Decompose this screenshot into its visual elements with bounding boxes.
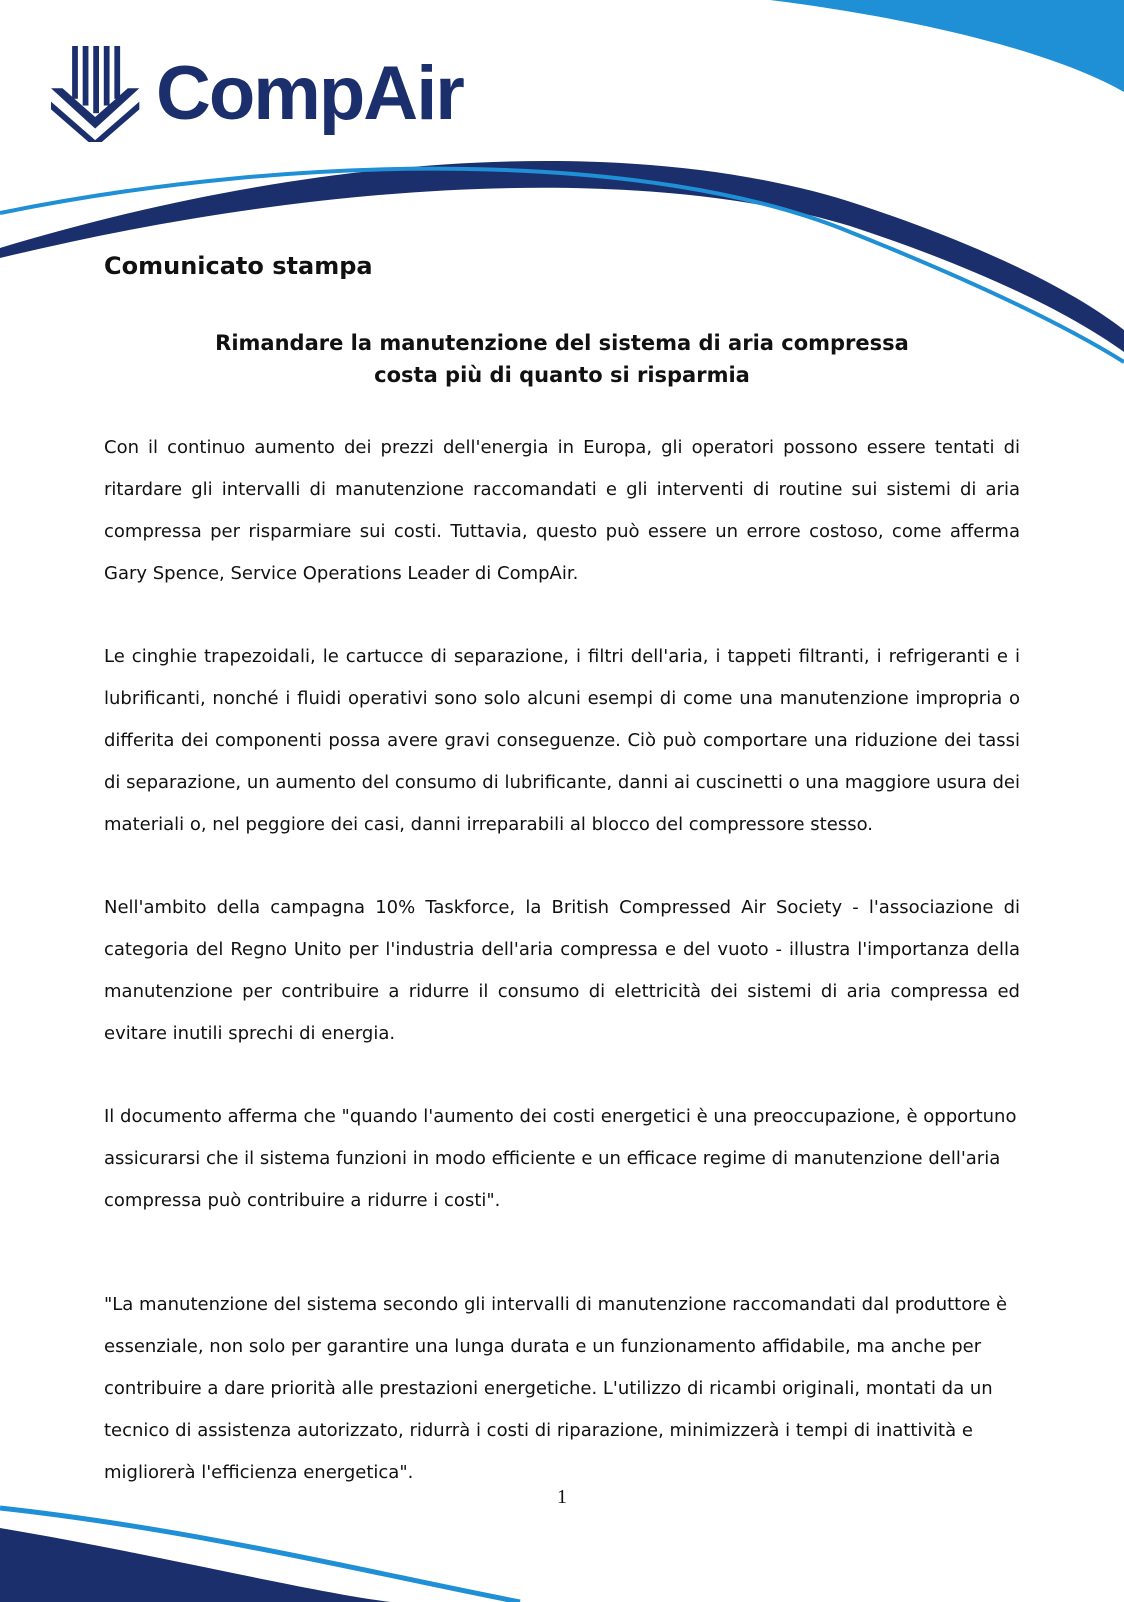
body-paragraph-1: Con il continuo aumento dei prezzi dell'energia in Europa, gli operatori possono essere tentati di ritardare gli intervalli di manutenzione raccomandati e gli interventi di routine sui sistemi di aria compressa per risparmiare sui costi. Tuttavia, questo può essere un errore costoso, come afferma Gary Spence, Service Operations Leader di CompAir. (104, 437, 1020, 584)
press-release-label: Comunicato stampa (104, 252, 373, 280)
body-paragraph-2: Le cinghie trapezoidali, le cartucce di separazione, i filtri dell'aria, i tappeti filtranti, i refrigeranti e i lubrificanti, nonché i fluidi operativi sono solo alcuni esempi di come una manutenzione impropria o differita dei componenti possa avere gravi conseguenze. Ciò può comportare una riduzione dei tassi di separazione, un aumento del consumo di lubrificante, danni ai cuscinetti o una maggiore usura dei materiali o, nel peggiore dei casi, danni irreparabili al blocco del compressore stesso. (104, 646, 1020, 835)
compair-stripes-icon (50, 46, 148, 142)
body-paragraph-4: Il documento afferma che "quando l'aumento dei costi energetici è una preoccupazione, è opportuno assicurarsi che il sistema funzioni in modo efficiente e un efficace regime di manutenzione dell'aria compressa può contribuire a ridurre i costi". (104, 1106, 1017, 1211)
compair-logo (50, 46, 463, 142)
body-paragraph-3: Nell'ambito della campagna 10% Taskforce, la British Compressed Air Society - l'associazione di categoria del Regno Unito per l'industria dell'aria compressa e del vuoto - illustra l'importanza della manutenzione per contribuire a ridurre il consumo di elettricità dei sistemi di aria compressa ed evitare inutili sprechi di energia. (104, 897, 1020, 1044)
headline-line-2: costa più di quanto si risparmia (374, 363, 750, 387)
page-number: 1 (557, 1486, 567, 1508)
body-paragraph-5: "La manutenzione del sistema secondo gli intervalli di manutenzione raccomandati dal produttore è essenziale, non solo per garantire una lunga durata e un funzionamento affidabile, ma anche per contribuire a dare priorità alle prestazioni energetiche. L'utilizzo di ricambi originali, montati da un tecnico di assistenza autorizzato, ridurrà i costi di riparazione, minimizzerà i tempi di inattività e migliorerà l'efficienza energetica". (104, 1294, 1008, 1483)
brand-wordmark: CompAir (156, 51, 463, 136)
headline-line-1: Rimandare la manutenzione del sistema di aria compressa (215, 331, 909, 355)
top-right-blue-swoosh (770, 0, 1124, 92)
